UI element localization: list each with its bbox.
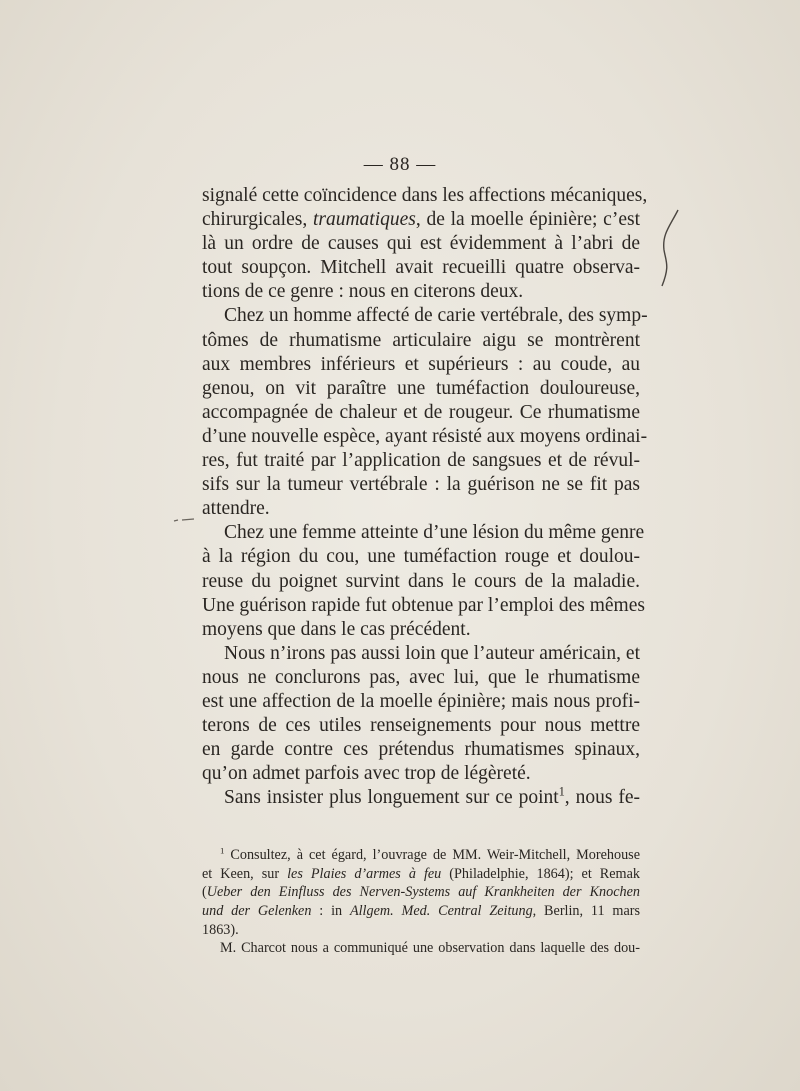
footnote-line: et Keen, sur les Plaies d’armes à feu (Philadelphie, 1864); et Remak bbox=[202, 865, 640, 882]
footnote-line: (Ueber den Einfluss des Nerven-Systems auf Krankheiten der Knochen bbox=[202, 884, 640, 901]
page-number: — 88 — bbox=[363, 154, 437, 175]
text-line: chirurgicales, traumatiques, de la moelle épinière; c’est bbox=[202, 209, 640, 231]
text-line: en garde contre ces prétendus rhumatismes spinaux, bbox=[202, 739, 640, 761]
body-text bbox=[202, 184, 648, 810]
text-line: tions de ce genre : nous en citerons deux. bbox=[202, 281, 524, 303]
text-line: à la région du cou, une tuméfaction rouge et doulou- bbox=[202, 546, 640, 568]
text-line: tômes de rhumatisme articulaire aigu se montrèrent bbox=[202, 329, 640, 351]
footnote-line: und der Gelenken : in Allgem. Med. Central Zeitung, Berlin, 11 mars bbox=[202, 903, 640, 920]
text-line: là un ordre de causes qui est évidemment à l’abri de bbox=[202, 233, 640, 255]
text-line: Chez un homme affecté de carie vertébrale, des symp- bbox=[224, 305, 648, 327]
text-line: terons de ces utiles renseignements pour nous mettre bbox=[202, 715, 640, 737]
text-line: Sans insister plus longuement sur ce point$^1$, nous fe- bbox=[224, 784, 640, 809]
text-line: accompagnée de chaleur et de rougeur. Ce rhumatisme bbox=[202, 401, 640, 423]
text-line: tout soupçon. Mitchell avait recueilli quatre observa- bbox=[202, 257, 640, 279]
text-line: res, fut traité par l’application de sangsues et de révul- bbox=[202, 450, 640, 472]
text-line: Une guérison rapide fut obtenue par l’emploi des mêmes bbox=[202, 594, 645, 616]
text-line: est une affection de la moelle épinière; mais nous profi- bbox=[202, 690, 640, 712]
text-line: genou, on vit paraître une tuméfaction douloureuse, bbox=[202, 377, 640, 399]
text-line: aux membres inférieurs et supérieurs : au coude, au bbox=[202, 353, 640, 375]
text-line: sifs sur la tumeur vertébrale : la guérison ne se fit pas bbox=[202, 474, 640, 496]
text-line: signalé cette coïncidence dans les affections mécaniques, bbox=[202, 185, 648, 206]
footnote-line: M. Charcot nous a communiqué une observation dans laquelle des dou- bbox=[220, 940, 640, 957]
text-line: moyens que dans le cas précédent. bbox=[202, 618, 471, 640]
text-line: qu’on admet parfois avec trop de légèreté. bbox=[202, 763, 531, 785]
pencil-bracket-mark bbox=[650, 206, 690, 296]
text-line: Nous n’irons pas aussi loin que l’auteur américain, et bbox=[224, 642, 640, 664]
text-line: reuse du poignet survint dans le cours de la maladie. bbox=[202, 570, 640, 592]
text-line: d’une nouvelle espèce, ayant résisté aux moyens ordinai- bbox=[202, 425, 648, 447]
footnote-line: $^1$ Consultez, à cet égard, l’ouvrage de MM. Weir-Mitchell, Morehouse bbox=[220, 845, 640, 863]
text-line: Chez une femme atteinte d’une lésion du même genre bbox=[224, 522, 645, 544]
text-line: attendre. bbox=[202, 498, 270, 520]
text-line: nous ne conclurons pas, avec lui, que le rhumatisme bbox=[202, 666, 640, 688]
footnote-line: 1863). bbox=[202, 921, 239, 938]
footnotes bbox=[202, 846, 640, 958]
footnote-ref: 1 bbox=[558, 784, 565, 799]
pencil-dash-mark bbox=[172, 514, 198, 526]
